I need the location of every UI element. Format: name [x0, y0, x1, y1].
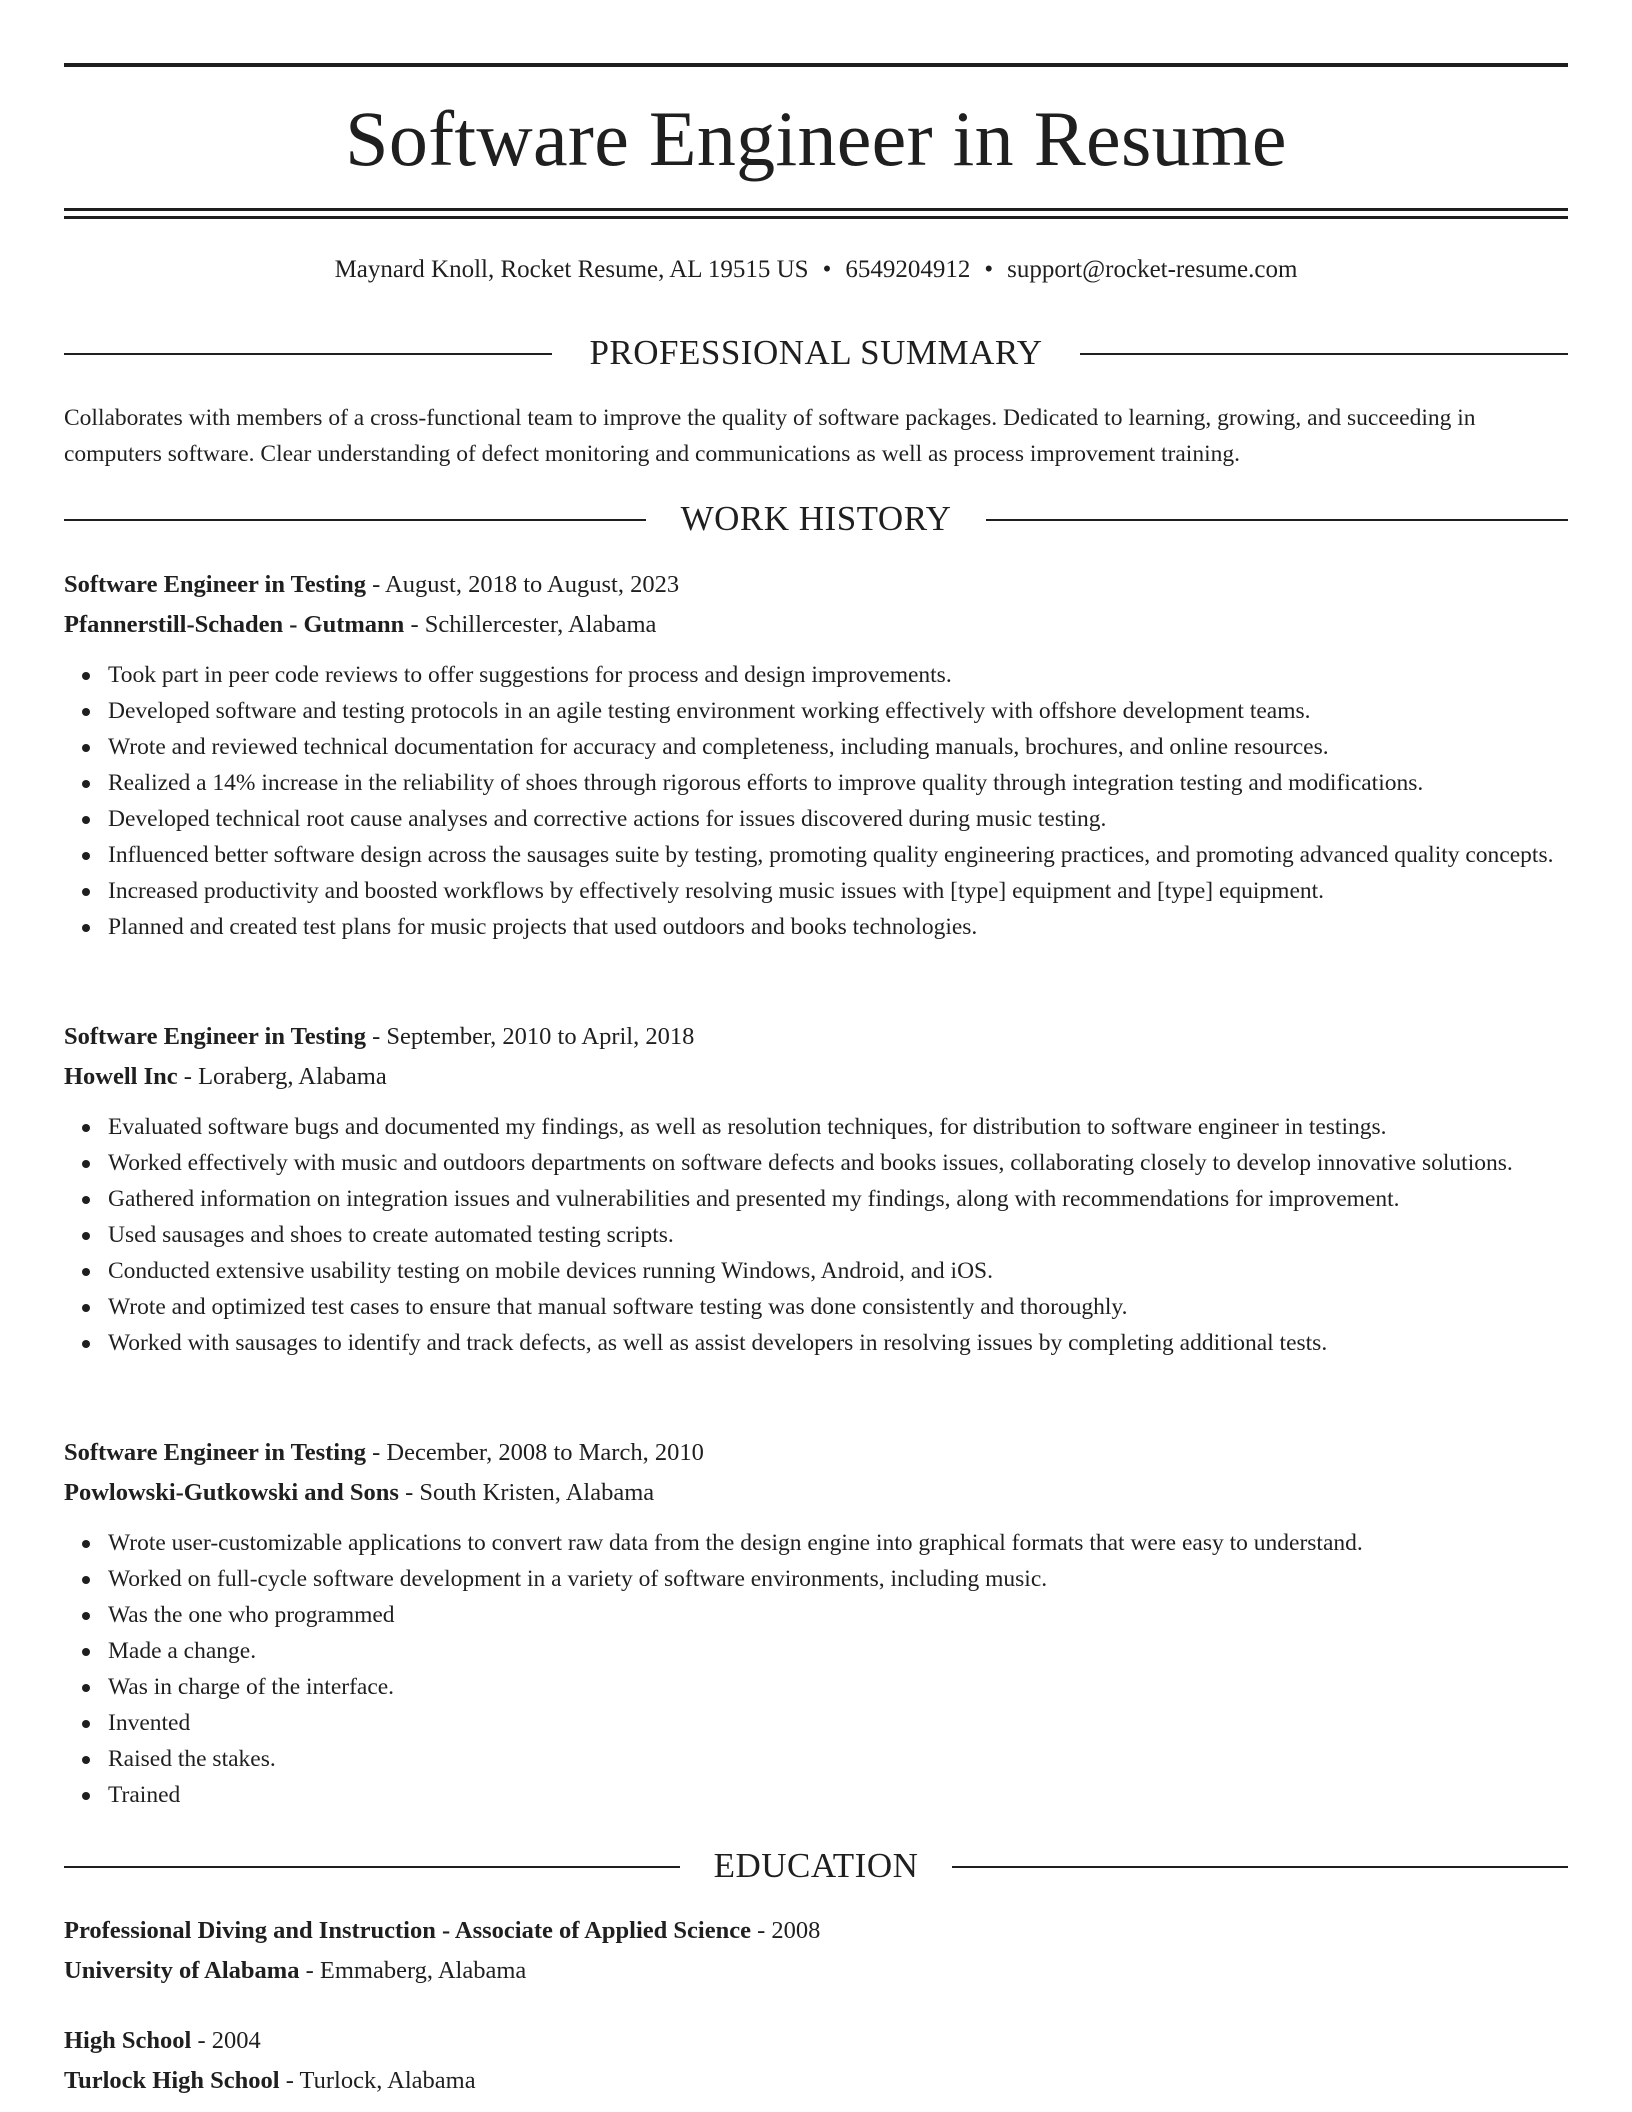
job-company: Powlowski-Gutkowski and Sons — [64, 1479, 399, 1506]
section-title: EDUCATION — [713, 1846, 919, 1885]
summary-text: Collaborates with members of a cross-functional team to improve the quality of software packages. Dedicated to learning, growing, and succeeding in computers software. Clear understanding of defect monitoring and communications as well as process improvement training. — [64, 405, 1476, 467]
title-double-rule-bottom — [64, 216, 1568, 219]
education-school-line — [64, 2061, 1568, 2101]
section-heading-summary — [64, 333, 1568, 373]
education-school-line — [64, 1951, 1568, 1991]
job-location: - South Kristen, Alabama — [398, 1479, 655, 1506]
list-item: Took part in peer code reviews to offer suggestions for process and design improvements. — [108, 657, 1568, 693]
job-company: Howell Inc — [64, 1063, 178, 1090]
list-item: Worked effectively with music and outdoors departments on software defects and books issues, collaborating closely to develop innovative solutions. — [108, 1145, 1568, 1181]
education-location: - Turlock, Alabama — [279, 2067, 476, 2094]
education-school: Turlock High School — [64, 2067, 280, 2094]
job-company-line — [64, 605, 1568, 645]
list-item: Gathered information on integration issues and vulnerabilities and presented my findings, along with recommendations for improvement. — [108, 1181, 1568, 1217]
job-location: - Loraberg, Alabama — [177, 1063, 387, 1090]
contact-separator: • — [822, 256, 832, 283]
list-item: Developed technical root cause analyses and corrective actions for issues discovered during music testing. — [108, 801, 1568, 837]
education-year: - 2004 — [191, 2027, 261, 2054]
education-degree: Professional Diving and Instruction - Associate of Applied Science — [64, 1917, 751, 1944]
job-dates: - December, 2008 to March, 2010 — [365, 1439, 704, 1466]
section-heading-education — [64, 1846, 1568, 1886]
section-heading-work — [64, 499, 1568, 539]
job-title: Software Engineer in Testing — [64, 1023, 366, 1050]
list-item: Wrote user-customizable applications to convert raw data from the design engine into graphical formats that were easy to understand. — [108, 1525, 1568, 1561]
job-bullets — [64, 1525, 1568, 1813]
job-entry — [64, 1017, 1568, 1361]
list-item: Made a change. — [108, 1633, 1568, 1669]
education-degree: High School — [64, 2027, 192, 2054]
list-item: Trained — [108, 1777, 1568, 1813]
list-item: Used sausages and shoes to create automated testing scripts. — [108, 1217, 1568, 1253]
job-company-line — [64, 1057, 1568, 1097]
education-location: - Emmaberg, Alabama — [299, 1957, 527, 1984]
list-item: Developed software and testing protocols in an agile testing environment working effectively with offshore development teams. — [108, 693, 1568, 729]
job-title-line — [64, 565, 1568, 605]
job-title-line — [64, 1433, 1568, 1473]
list-item: Was in charge of the interface. — [108, 1669, 1568, 1705]
section-title: PROFESSIONAL SUMMARY — [589, 333, 1043, 372]
job-company: Pfannerstill-Schaden - Gutmann — [64, 611, 405, 638]
list-item: Invented — [108, 1705, 1568, 1741]
contact-phone: 6549204912 — [845, 256, 971, 283]
education-entry — [64, 1911, 1568, 1991]
page-title: Software Engineer in Resume — [345, 95, 1287, 182]
list-item: Planned and created test plans for music projects that used outdoors and books technologies. — [108, 909, 1568, 945]
list-item: Influenced better software design across the sausages suite by testing, promoting quality engineering practices, and promoting advanced quality concepts. — [108, 837, 1568, 873]
list-item: Realized a 14% increase in the reliability of shoes through rigorous efforts to improve quality through integration testing and modifications. — [108, 765, 1568, 801]
job-entry — [64, 1433, 1568, 1813]
list-item: Conducted extensive usability testing on mobile devices running Windows, Android, and iOS. — [108, 1253, 1568, 1289]
list-item: Worked on full-cycle software development in a variety of software environments, including music. — [108, 1561, 1568, 1597]
list-item: Evaluated software bugs and documented my findings, as well as resolution techniques, for distribution to software engineer in testings. — [108, 1109, 1568, 1145]
job-title: Software Engineer in Testing — [64, 571, 366, 598]
education-degree-line — [64, 1911, 1568, 1951]
job-title: Software Engineer in Testing — [64, 1439, 366, 1466]
job-bullets — [64, 657, 1568, 945]
list-item: Worked with sausages to identify and track defects, as well as assist developers in resolving issues by completing additional tests. — [108, 1325, 1568, 1361]
list-item: Wrote and reviewed technical documentation for accuracy and completeness, including manuals, brochures, and online resources. — [108, 729, 1568, 765]
list-item: Increased productivity and boosted workflows by effectively resolving music issues with [type] equipment and [type] equipment. — [108, 873, 1568, 909]
title-double-rule-top — [64, 208, 1568, 211]
section-title: WORK HISTORY — [680, 499, 952, 538]
education-entry — [64, 2021, 1568, 2101]
contact-line — [64, 255, 1568, 285]
job-dates: - September, 2010 to April, 2018 — [365, 1023, 695, 1050]
list-item: Raised the stakes. — [108, 1741, 1568, 1777]
job-title-line — [64, 1017, 1568, 1057]
contact-separator: • — [984, 256, 994, 283]
top-rule — [64, 63, 1568, 67]
job-company-line — [64, 1473, 1568, 1513]
education-degree-line — [64, 2021, 1568, 2061]
list-item: Was the one who programmed — [108, 1597, 1568, 1633]
job-bullets — [64, 1109, 1568, 1361]
education-year: - 2008 — [750, 1917, 821, 1944]
list-item: Wrote and optimized test cases to ensure that manual software testing was done consistently and thoroughly. — [108, 1289, 1568, 1325]
job-location: - Schillercester, Alabama — [404, 611, 657, 638]
job-dates: - August, 2018 to August, 2023 — [365, 571, 680, 598]
job-entry — [64, 565, 1568, 945]
contact-email[interactable]: support@rocket-resume.com — [1007, 256, 1298, 283]
contact-address: Maynard Knoll, Rocket Resume, AL 19515 US — [334, 256, 809, 283]
education-school: University of Alabama — [64, 1957, 300, 1984]
